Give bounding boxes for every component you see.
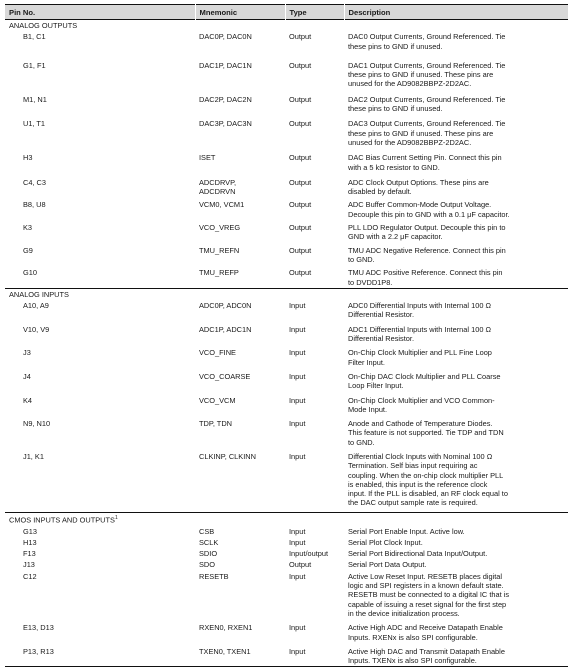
pin-number: V10, V9 [23,324,50,334]
pin-type: Input [289,537,306,547]
pin-number: K3 [23,223,33,233]
header-pin-no: Pin No. [5,5,195,20]
pin-number: K4 [23,395,33,405]
pin-function-table [5,4,568,667]
pin-type: Input [289,571,306,581]
mnemonic: CLKINP, CLKINN [199,451,256,461]
mnemonic: RXEN0, RXEN1 [199,623,253,633]
table-row [5,548,568,559]
pin-type: Output [289,119,312,129]
pin-type: Input [289,395,306,405]
header-type: Type [285,5,344,20]
description: Serial Port Bidirectional Data Input/Output. [348,549,488,559]
table-row [5,222,568,245]
section-title [5,288,568,300]
description: DAC3 Output Currents, Ground Referenced. Tie these pins to GND if unused. These pins are unused for the AD9082BBPZ-2D2AC. [348,119,506,147]
pin-number: J4 [23,371,31,381]
pin-type: Input [289,348,306,358]
pin-number: C12 [23,571,37,581]
table-row [5,526,568,537]
mnemonic: TMU_REFP [199,268,239,278]
pin-number: M1, N1 [23,94,47,104]
description: On-Chip DAC Clock Multiplier and PLL Coarse Loop Filter Input. [348,371,501,391]
description: Serial Plot Clock Input. [348,537,423,547]
description: TMU ADC Negative Reference. Connect this pin to GND. [348,245,506,264]
table-row [5,571,568,622]
pin-number: J13 [23,560,35,570]
mnemonic: DAC0P, DAC0N [199,32,252,42]
table-row [5,245,568,268]
mnemonic: CSB [199,526,215,536]
mnemonic: VCO_COARSE [199,371,251,381]
mnemonic: TMU_REFN [199,245,240,255]
table-row [5,267,568,288]
table-row [5,94,568,119]
table-row [5,177,568,200]
description: DAC0 Output Currents, Ground Referenced. Tie these pins to GND if unused. [348,32,506,51]
table-row [5,418,568,451]
description: Active Low Reset Input. RESETB places digital logic and SPI registers in a known default state. RESETB must be connected to a digital IC that is capable of issuing a reset signal for the first step in the device initialization process. [348,571,510,618]
pin-number: B8, U8 [23,200,46,210]
pin-type: Input [289,301,306,311]
mnemonic: ISET [199,153,216,163]
mnemonic: VCM0, VCM1 [199,200,245,210]
description: Differential Clock Inputs with Nominal 100 Ω Termination. Self bias input requiring ac coupling. When the on-chip clock multiplier PLL is enabled, this input is the reference clock input. If the PLL is disabled, an RF clock equal to the DAC output sample rate is required. [348,451,508,508]
pin-type: Output [289,223,312,233]
table-row [5,559,568,570]
pin-type: Input/output [289,549,329,559]
section-title [5,512,568,525]
table-row [5,622,568,646]
pin-number: U1, T1 [23,119,46,129]
table-row [5,31,568,60]
pin-type: Input [285,646,344,667]
pin-type: Input [289,371,306,381]
section-title-text: CMOS INPUTS AND OUTPUTS [9,515,115,525]
description: DAC2 Output Currents, Ground Referenced. Tie these pins to GND if unused. [348,94,506,114]
table-row [5,199,568,222]
description: ADC1 Differential Inputs with Internal 100 Ω Differential Resistor. [348,324,492,344]
mnemonic: VCO_FINE [199,348,236,358]
pin-type: Output [289,32,312,42]
pin-type: Output [289,60,312,70]
mnemonic: ADCDRVP, ADCDRVN [199,177,237,197]
section-title [5,20,568,32]
pin-number: G9 [23,245,33,255]
mnemonic: VCO_VREG [199,223,241,233]
header-mnemonic: Mnemonic [195,5,285,20]
table-row [5,152,568,177]
description: ADC0 Differential Inputs with Internal 100 Ω Differential Resistor. [348,301,492,320]
mnemonic: DAC2P, DAC2N [199,94,252,104]
mnemonic: TDP, TDN [199,419,232,429]
pin-number: G10 [23,268,37,278]
pin-number: G1, F1 [23,60,46,70]
header-description: Description [344,5,568,20]
mnemonic: RESETB [199,571,229,581]
section-header-row [5,20,568,32]
pin-type: Output [289,200,312,210]
description: Serial Port Enable Input. Active low. [348,526,465,536]
table-row [5,300,568,324]
mnemonic: DAC3P, DAC3N [199,119,252,129]
table-row [5,118,568,152]
pin-number: B1, C1 [23,32,46,42]
description: Anode and Cathode of Temperature Diodes. This feature is not supported. Tie TDP and TDN to GND. [348,419,504,447]
pin-number: J3 [23,348,31,358]
pin-type: Output [289,268,312,278]
pin-type: Output [289,153,312,163]
table-row [5,60,568,94]
table-row [5,347,568,371]
description: DAC1 Output Currents, Ground Referenced. Tie these pins to GND if unused. These pins are unused for the AD9082BBPZ-2D2AC. [348,60,506,89]
pin-type: Output [289,94,312,104]
mnemonic: SDIO [199,549,218,559]
description: Active High DAC and Transmit Datapath Enable Inputs. TXENx is also SPI configurable. [344,646,568,667]
description: ADC Buffer Common-Mode Output Voltage. Decouple this pin to GND with a 0.1 μF capacitor. [348,200,510,219]
table-body [5,20,568,667]
table-row [5,324,568,348]
pin-number: G13 [23,526,37,536]
footnote-marker: 1 [114,514,118,521]
pin-type: Input [289,451,306,461]
table-row [5,395,568,419]
mnemonic: SCLK [199,537,219,547]
table-row [5,371,568,395]
pin-number: F13 [23,549,36,559]
pin-number: C4, C3 [23,177,47,187]
pin-number: H3 [23,153,33,163]
mnemonic: VCO_VCM [199,395,236,405]
pin-number: P13, R13 [5,646,195,667]
description: On-Chip Clock Multiplier and VCO Common- Mode Input. [348,395,495,414]
mnemonic: SDO [199,560,216,570]
description: ADC Clock Output Options. These pins are disabled by default. [348,177,489,197]
pin-type: Input [289,419,306,429]
table-row [5,646,568,667]
mnemonic: ADC0P, ADC0N [199,301,252,311]
description: TMU ADC Positive Reference. Connect this pin to DVDD1P8. [348,268,503,287]
pin-type: Output [289,560,312,570]
pin-number: A10, A9 [23,301,49,311]
table-row [5,537,568,548]
section-title-text: ANALOG INPUTS [9,289,69,299]
table-row [5,451,568,512]
description: Active High ADC and Receive Datapath Enable Inputs. RXENx is also SPI configurable. [348,623,503,642]
description: On-Chip Clock Multiplier and PLL Fine Loop Filter Input. [348,348,492,367]
mnemonic: ADC1P, ADC1N [199,324,252,334]
pin-number: H13 [23,537,37,547]
mnemonic: TXEN0, TXEN1 [195,646,285,667]
header-row [5,5,568,20]
pin-type: Input [289,324,306,334]
section-header-row [5,288,568,300]
pin-type: Input [289,526,306,536]
description: PLL LDO Regulator Output. Decouple this pin to GND with a 2.2 μF capacitor. [348,223,506,242]
description: Serial Port Data Output. [348,560,427,570]
pin-type: Output [289,245,312,255]
pin-function-table-page [5,4,568,667]
pin-number: N9, N10 [23,419,51,429]
pin-number: J1, K1 [23,451,44,461]
description: DAC Bias Current Setting Pin. Connect this pin with a 5 kΩ resistor to GND. [348,153,502,172]
mnemonic: DAC1P, DAC1N [199,60,252,70]
pin-number: E13, D13 [23,623,54,633]
pin-type: Output [289,177,312,187]
section-title-text: ANALOG OUTPUTS [9,21,78,30]
section-header-row [5,512,568,525]
pin-type: Input [289,623,306,633]
